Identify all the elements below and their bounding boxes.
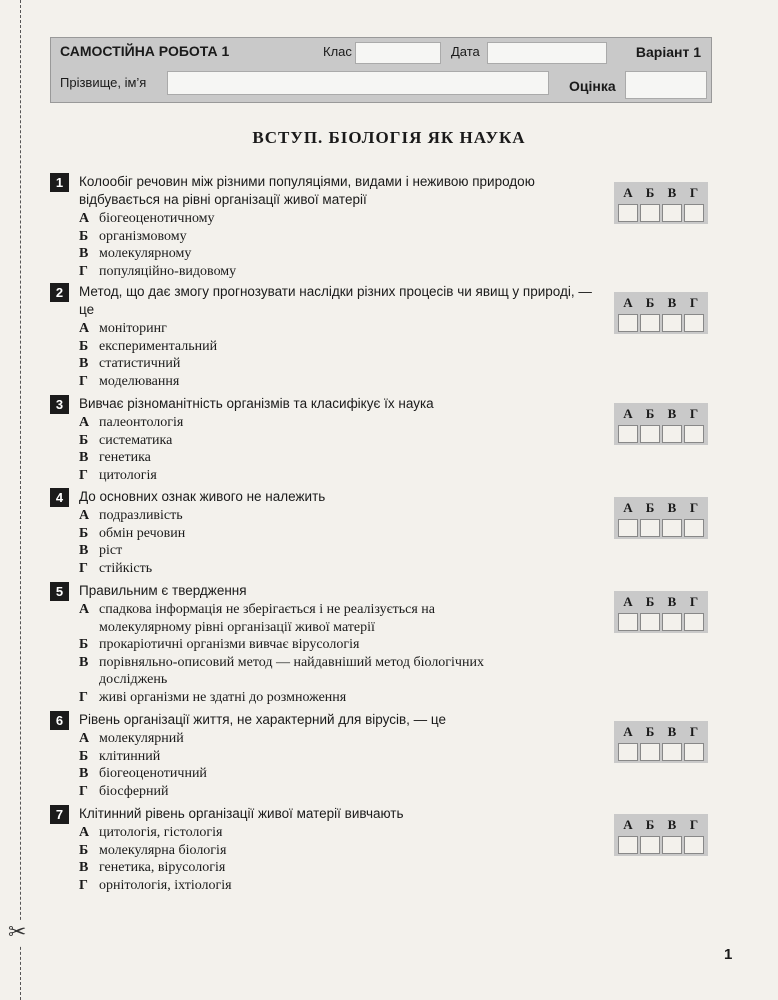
option-a[interactable] bbox=[79, 824, 610, 842]
option-text: молекулярний bbox=[99, 731, 184, 746]
option-text: генетика bbox=[99, 450, 151, 465]
answer-cell-c[interactable] bbox=[662, 743, 682, 761]
option-b[interactable] bbox=[79, 842, 610, 860]
question-5 bbox=[50, 582, 610, 706]
question-7 bbox=[50, 805, 610, 894]
option-text: подразливість bbox=[99, 508, 183, 523]
option-text: палеонтологія bbox=[99, 415, 184, 430]
grid-letter: В bbox=[667, 185, 677, 200]
answer-cell-c[interactable] bbox=[662, 425, 682, 443]
grid-letter: Б bbox=[645, 594, 655, 609]
grid-letter: В bbox=[667, 500, 677, 515]
answer-cell-c[interactable] bbox=[662, 204, 682, 222]
answer-cell-d[interactable] bbox=[684, 613, 704, 631]
option-text: молекулярна біологія bbox=[99, 842, 227, 858]
option-letter: В bbox=[79, 860, 89, 875]
option-letter: Б bbox=[79, 338, 89, 354]
option-d[interactable] bbox=[79, 689, 519, 707]
option-c[interactable] bbox=[79, 542, 610, 560]
answer-grid-4 bbox=[614, 497, 708, 539]
answer-cell-c[interactable] bbox=[662, 836, 682, 854]
question-number: 1 bbox=[50, 173, 69, 192]
answer-cell-b[interactable] bbox=[640, 425, 660, 443]
grid-letter: В bbox=[667, 295, 677, 310]
option-d[interactable] bbox=[79, 560, 610, 578]
answer-cell-d[interactable] bbox=[684, 204, 704, 222]
question-text: Рівень організації життя, не характерний для вірусів, — це bbox=[79, 712, 446, 727]
option-text: моделювання bbox=[99, 373, 180, 389]
option-letter: А bbox=[79, 211, 90, 226]
question-text: Колообіг речовин між різними популяціями, видами і неживою природою відбувається на рівні організації живої матерії bbox=[79, 174, 535, 207]
option-a[interactable] bbox=[79, 210, 610, 228]
option-c[interactable] bbox=[79, 245, 610, 263]
question-number: 4 bbox=[50, 488, 69, 507]
question-number: 7 bbox=[50, 805, 69, 824]
grade-label: Оцінка bbox=[569, 78, 616, 94]
option-text: статистичний bbox=[99, 356, 181, 371]
option-text: орнітологія, іхтіологія bbox=[99, 877, 232, 893]
option-d[interactable] bbox=[79, 263, 610, 281]
question-number: 5 bbox=[50, 582, 69, 601]
option-c[interactable] bbox=[79, 765, 610, 783]
grid-letter: Б bbox=[645, 185, 655, 200]
option-text: цитологія, гістологія bbox=[99, 825, 223, 840]
grid-letter: Г bbox=[689, 817, 699, 832]
surname-field[interactable] bbox=[167, 71, 549, 95]
answer-cell-a[interactable] bbox=[618, 613, 638, 631]
answer-cell-a[interactable] bbox=[618, 314, 638, 332]
option-b[interactable] bbox=[79, 636, 519, 654]
worksheet-header bbox=[50, 37, 712, 103]
worksheet-title: САМОСТІЙНА РОБОТА 1 bbox=[60, 43, 230, 59]
option-a[interactable] bbox=[79, 730, 610, 748]
answer-cell-b[interactable] bbox=[640, 204, 660, 222]
option-text: молекулярному bbox=[99, 246, 192, 261]
grid-letter: Г bbox=[689, 295, 699, 310]
option-letter: В bbox=[79, 766, 89, 781]
answer-cell-a[interactable] bbox=[618, 425, 638, 443]
grid-letter: А bbox=[623, 500, 633, 515]
grid-letter: Б bbox=[645, 406, 655, 421]
option-letter: Б bbox=[79, 525, 89, 541]
grid-letter: Г bbox=[689, 724, 699, 739]
answer-cell-b[interactable] bbox=[640, 613, 660, 631]
option-d[interactable] bbox=[79, 373, 610, 391]
option-letter: Г bbox=[79, 263, 88, 279]
option-text: біогеоценотичному bbox=[99, 211, 215, 226]
page-number: 1 bbox=[724, 946, 733, 963]
option-letter: Г bbox=[79, 877, 88, 893]
grid-letter: Б bbox=[645, 724, 655, 739]
question-text: Вивчає різноманітність організмів та класифікує їх наука bbox=[79, 396, 434, 411]
question-1 bbox=[50, 173, 610, 280]
answer-cell-b[interactable] bbox=[640, 743, 660, 761]
answer-cell-c[interactable] bbox=[662, 314, 682, 332]
option-d[interactable] bbox=[79, 467, 610, 485]
option-text: живі організми не здатні до розмноження bbox=[99, 689, 347, 705]
answer-grid-3 bbox=[614, 403, 708, 445]
grid-letter: Б bbox=[645, 295, 655, 310]
option-letter: Б bbox=[79, 228, 89, 244]
option-letter: В bbox=[79, 246, 89, 261]
option-letter: Б bbox=[79, 748, 89, 764]
grid-letter: А bbox=[623, 724, 633, 739]
grid-letter: Б bbox=[645, 817, 655, 832]
answer-cell-d[interactable] bbox=[684, 743, 704, 761]
option-d[interactable] bbox=[79, 877, 610, 895]
answer-grid-5 bbox=[614, 591, 708, 633]
grid-letter: В bbox=[667, 724, 677, 739]
option-c[interactable] bbox=[79, 859, 610, 877]
question-3 bbox=[50, 395, 610, 484]
grid-letter: Г bbox=[689, 406, 699, 421]
answer-grid-7 bbox=[614, 814, 708, 856]
cut-line bbox=[20, 0, 21, 1000]
grid-letter: А bbox=[623, 406, 633, 421]
option-letter: Г bbox=[79, 783, 88, 799]
grid-letter: Г bbox=[689, 594, 699, 609]
question-number: 3 bbox=[50, 395, 69, 414]
option-letter: Б bbox=[79, 842, 89, 858]
option-letter: А bbox=[79, 321, 90, 336]
question-text: До основних ознак живого не належить bbox=[79, 489, 326, 504]
option-text: порівняльно-описовий метод — найдавніший метод біологічних досліджень bbox=[99, 654, 484, 687]
class-field[interactable] bbox=[355, 42, 441, 64]
option-text: клітинний bbox=[99, 748, 161, 764]
option-letter: В bbox=[79, 654, 89, 670]
option-text: прокаріотичні організми вивчає вірусологія bbox=[99, 637, 360, 652]
option-letter: А bbox=[79, 508, 90, 523]
answer-cell-a[interactable] bbox=[618, 743, 638, 761]
option-text: ріст bbox=[99, 543, 123, 558]
question-text: Клітинний рівень організації живої матерії вивчають bbox=[79, 806, 404, 821]
option-letter: Г bbox=[79, 467, 88, 483]
option-letter: В bbox=[79, 450, 89, 465]
option-d[interactable] bbox=[79, 783, 610, 801]
answer-grid-1 bbox=[614, 182, 708, 224]
grid-letter: Г bbox=[689, 500, 699, 515]
option-letter: А bbox=[79, 825, 90, 840]
answer-cell-b[interactable] bbox=[640, 519, 660, 537]
option-letter: Б bbox=[79, 637, 89, 652]
option-letter: А bbox=[79, 731, 90, 746]
option-text: популяційно-видовому bbox=[99, 263, 237, 279]
option-text: організмовому bbox=[99, 228, 187, 244]
question-number: 6 bbox=[50, 711, 69, 730]
grid-letter: Г bbox=[689, 185, 699, 200]
option-text: обмін речовин bbox=[99, 525, 186, 541]
grid-letter: Б bbox=[645, 500, 655, 515]
surname-label: Прізвище, ім’я bbox=[60, 75, 147, 90]
option-text: моніторинг bbox=[99, 321, 167, 336]
option-letter: Г bbox=[79, 560, 88, 576]
scissors-icon: ✂ bbox=[8, 920, 27, 945]
question-6 bbox=[50, 711, 610, 800]
option-b[interactable] bbox=[79, 748, 610, 766]
grid-letter: В bbox=[667, 406, 677, 421]
answer-cell-d[interactable] bbox=[684, 425, 704, 443]
grid-letter: А bbox=[623, 185, 633, 200]
grid-letter: В bbox=[667, 594, 677, 609]
question-text: Правильним є твердження bbox=[79, 583, 247, 598]
answer-cell-a[interactable] bbox=[618, 204, 638, 222]
grid-letter: В bbox=[667, 817, 677, 832]
option-b[interactable] bbox=[79, 228, 610, 246]
date-label: Дата bbox=[451, 44, 480, 59]
option-text: спадкова інформація не зберігається і не реалізується на молекулярному рівні організації живої матерії bbox=[99, 602, 436, 635]
option-text: цитологія bbox=[99, 467, 157, 483]
class-label: Клас bbox=[323, 44, 352, 59]
grid-letter: А bbox=[623, 295, 633, 310]
answer-grid-2 bbox=[614, 292, 708, 334]
option-letter: А bbox=[79, 415, 90, 430]
question-4 bbox=[50, 488, 610, 577]
option-b[interactable] bbox=[79, 432, 610, 450]
answer-cell-b[interactable] bbox=[640, 836, 660, 854]
question-number: 2 bbox=[50, 283, 69, 302]
section-title: ВСТУП. БІОЛОГІЯ ЯК НАУКА bbox=[252, 128, 526, 147]
answer-cell-d[interactable] bbox=[684, 836, 704, 854]
date-field[interactable] bbox=[487, 42, 607, 64]
variant-label: Варіант 1 bbox=[635, 44, 701, 60]
option-letter: Б bbox=[79, 432, 89, 448]
option-c[interactable] bbox=[79, 654, 519, 689]
answer-cell-a[interactable] bbox=[618, 519, 638, 537]
option-text: генетика, вірусологія bbox=[99, 860, 226, 875]
option-letter: Г bbox=[79, 689, 88, 705]
option-letter: В bbox=[79, 543, 89, 558]
option-text: біогеоценотичний bbox=[99, 766, 207, 781]
option-text: стійкість bbox=[99, 560, 153, 576]
answer-cell-a[interactable] bbox=[618, 836, 638, 854]
option-text: експериментальний bbox=[99, 338, 218, 354]
option-text: біосферний bbox=[99, 783, 169, 799]
question-2 bbox=[50, 283, 610, 390]
answer-cell-c[interactable] bbox=[662, 519, 682, 537]
answer-cell-b[interactable] bbox=[640, 314, 660, 332]
answer-cell-d[interactable] bbox=[684, 314, 704, 332]
option-a[interactable] bbox=[79, 507, 610, 525]
answer-grid-6 bbox=[614, 721, 708, 763]
option-letter: В bbox=[79, 356, 89, 371]
answer-cell-c[interactable] bbox=[662, 613, 682, 631]
question-text: Метод, що дає змогу прогнозувати наслідки різних процесів чи явищ у природі, — це bbox=[79, 284, 592, 317]
grade-field[interactable] bbox=[625, 71, 707, 99]
option-letter: Г bbox=[79, 373, 88, 389]
option-b[interactable] bbox=[79, 525, 610, 543]
option-letter: А bbox=[79, 602, 90, 617]
grid-letter: А bbox=[623, 594, 633, 609]
option-text: систематика bbox=[99, 432, 173, 448]
answer-cell-d[interactable] bbox=[684, 519, 704, 537]
option-c[interactable] bbox=[79, 449, 610, 467]
option-a[interactable] bbox=[79, 601, 519, 636]
option-b[interactable] bbox=[79, 338, 610, 356]
option-a[interactable] bbox=[79, 320, 610, 338]
option-a[interactable] bbox=[79, 414, 610, 432]
grid-letter: А bbox=[623, 817, 633, 832]
option-c[interactable] bbox=[79, 355, 610, 373]
